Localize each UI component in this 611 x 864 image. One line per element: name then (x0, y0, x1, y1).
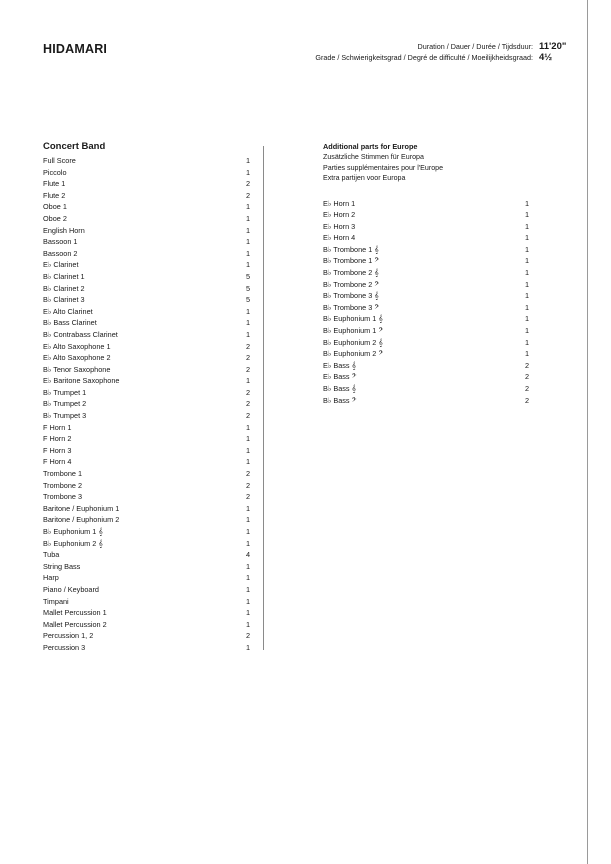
part-row (43, 201, 250, 213)
part-row (43, 607, 250, 619)
part-row (43, 584, 250, 596)
part-row (43, 514, 250, 526)
part-row (323, 244, 529, 256)
part-count: 1 (524, 221, 529, 231)
part-row (323, 290, 529, 302)
part-name: B♭ Tenor Saxophone (43, 364, 111, 374)
duration-value: 11'20" (539, 41, 567, 52)
part-count: 1 (524, 256, 529, 266)
part-count: 1 (524, 244, 529, 254)
part-row (323, 209, 529, 221)
part-count: 1 (245, 619, 250, 629)
part-name: Mallet Percussion 1 (43, 608, 107, 618)
part-row (43, 178, 250, 190)
part-name: B♭ Trombone 3 𝄞 (323, 291, 379, 301)
part-count: 1 (524, 291, 529, 301)
part-name: E♭ Alto Saxophone 1 (43, 341, 111, 351)
part-name: Bassoon 1 (43, 237, 78, 247)
part-row (323, 395, 529, 407)
part-name: Mallet Percussion 2 (43, 619, 107, 629)
part-count: 1 (524, 198, 529, 208)
part-row (323, 267, 529, 279)
part-name: B♭ Bass 𝄢 (323, 395, 357, 405)
part-count: 2 (524, 360, 529, 370)
part-count: 2 (245, 190, 250, 200)
part-name: B♭ Trombone 2 𝄞 (323, 268, 379, 278)
part-count: 1 (245, 608, 250, 618)
part-name: Oboe 1 (43, 202, 67, 212)
part-row (323, 221, 529, 233)
part-count: 1 (245, 156, 250, 165)
part-count: 1 (524, 279, 529, 289)
part-name: E♭ Horn 2 (323, 210, 356, 220)
part-name: E♭ Horn 1 (323, 198, 356, 208)
part-name: Trombone 3 (43, 492, 83, 502)
concert-band-heading: Concert Band (43, 141, 106, 152)
part-count: 1 (245, 225, 250, 235)
part-count: 4 (245, 550, 250, 560)
part-row (43, 619, 250, 631)
part-name: Flute 2 (43, 190, 66, 200)
part-count: 1 (245, 434, 250, 444)
part-count: 1 (245, 457, 250, 467)
part-name: F Horn 1 (43, 422, 72, 432)
part-row (43, 329, 250, 341)
part-count: 2 (245, 364, 250, 374)
part-name: B♭ Trombone 2 𝄢 (323, 279, 379, 289)
part-row (43, 248, 250, 260)
additional-parts-list (323, 198, 529, 407)
part-count: 1 (524, 314, 529, 324)
part-row (43, 271, 250, 283)
grade-value: 4½ (539, 52, 553, 63)
part-name: Full Score (43, 156, 76, 165)
piece-title: HIDAMARI (43, 42, 108, 56)
part-row (323, 383, 529, 395)
part-count: 1 (245, 167, 250, 177)
part-row (43, 398, 250, 410)
column-divider (263, 146, 264, 650)
part-row (43, 167, 250, 179)
part-row (43, 526, 250, 538)
part-count: 2 (245, 179, 250, 189)
part-row (43, 375, 250, 387)
part-row (43, 410, 250, 422)
part-name: Flute 1 (43, 179, 66, 189)
part-count: 1 (245, 213, 250, 223)
part-count: 2 (245, 399, 250, 409)
part-name: B♭ Clarinet 2 (43, 283, 85, 293)
part-name: E♭ Bass 𝄞 (323, 360, 356, 370)
part-name: Harp (43, 573, 59, 583)
grade-label: Grade / Schwierigkeitsgrad / Degré de difficulté / Moeilijkheidsgraad: (315, 53, 533, 62)
part-count: 1 (245, 573, 250, 583)
part-row (43, 503, 250, 515)
part-count: 1 (245, 260, 250, 270)
part-name: E♭ Alto Clarinet (43, 306, 93, 316)
part-count: 1 (524, 349, 529, 359)
part-count: 1 (245, 596, 250, 606)
part-row (323, 313, 529, 325)
part-count: 1 (245, 515, 250, 525)
part-row (323, 302, 529, 314)
part-row (43, 306, 250, 318)
part-row (43, 283, 250, 295)
part-name: B♭ Clarinet 1 (43, 271, 85, 281)
part-count: 1 (524, 268, 529, 278)
part-count: 1 (245, 584, 250, 594)
part-row (43, 456, 250, 468)
part-count: 1 (524, 337, 529, 347)
part-name: B♭ Trumpet 2 (43, 399, 87, 409)
part-name: Oboe 2 (43, 213, 67, 223)
grade-row (315, 52, 571, 63)
part-row (43, 190, 250, 202)
part-count: 2 (524, 372, 529, 382)
part-name: E♭ Clarinet (43, 260, 79, 270)
part-name: Baritone / Euphonium 1 (43, 503, 120, 513)
part-count: 5 (245, 283, 250, 293)
part-count: 2 (245, 469, 250, 479)
part-row (43, 155, 250, 167)
part-name: B♭ Trombone 1 𝄞 (323, 244, 379, 254)
part-name: Percussion 3 (43, 642, 86, 652)
part-name: Timpani (43, 596, 69, 606)
part-count: 2 (245, 480, 250, 490)
part-row (323, 371, 529, 383)
part-count: 1 (245, 248, 250, 258)
part-name: B♭ Bass 𝄞 (323, 384, 356, 393)
part-count: 2 (245, 631, 250, 641)
additional-parts-section (323, 141, 529, 406)
part-count: 1 (245, 329, 250, 339)
part-name: Percussion 1, 2 (43, 631, 94, 641)
part-count: 1 (245, 318, 250, 328)
part-name: B♭ Clarinet 3 (43, 295, 85, 305)
part-row (43, 538, 250, 550)
part-name: Bassoon 2 (43, 248, 78, 258)
part-row (43, 259, 250, 271)
part-row (323, 232, 529, 244)
part-count: 2 (524, 384, 529, 393)
part-name: E♭ Alto Saxophone 2 (43, 353, 111, 363)
duration-label: Duration / Dauer / Durée / Tijdsduur: (417, 42, 533, 51)
additional-parts-subheading-fr: Parties supplémentaires pour l'Europe (323, 163, 444, 172)
concert-band-parts-list (43, 155, 250, 654)
part-name: English Horn (43, 225, 85, 235)
part-name: B♭ Trumpet 3 (43, 411, 87, 421)
part-count: 1 (245, 202, 250, 212)
part-row (43, 445, 250, 457)
part-count: 1 (245, 642, 250, 652)
part-name: B♭ Euphonium 2 𝄢 (323, 349, 384, 359)
part-count: 1 (524, 210, 529, 220)
part-row (323, 325, 529, 337)
part-row (43, 433, 250, 445)
part-name: B♭ Trombone 3 𝄢 (323, 302, 379, 312)
part-row (43, 352, 250, 364)
part-row (43, 387, 250, 399)
part-count: 2 (245, 387, 250, 397)
part-name: Piano / Keyboard (43, 584, 99, 594)
part-row (43, 549, 250, 561)
part-name: Baritone / Euphonium 2 (43, 515, 120, 525)
additional-parts-subheading-nl: Extra partijen voor Europa (323, 174, 406, 182)
part-row (323, 348, 529, 360)
part-row (43, 341, 250, 353)
part-count: 1 (245, 422, 250, 432)
part-name: B♭ Bass Clarinet (43, 318, 97, 328)
part-name: F Horn 4 (43, 457, 72, 467)
part-name: Trombone 2 (43, 480, 83, 490)
part-count: 5 (245, 295, 250, 305)
part-row (43, 225, 250, 237)
part-row (43, 491, 250, 503)
part-row (43, 213, 250, 225)
part-name: B♭ Euphonium 2 𝄞 (323, 337, 383, 347)
part-count: 1 (245, 538, 250, 548)
part-name: B♭ Contrabass Clarinet (43, 329, 118, 339)
part-name: E♭ Horn 3 (323, 221, 356, 231)
part-count: 1 (245, 561, 250, 571)
part-row (43, 468, 250, 480)
part-count: 2 (245, 411, 250, 421)
part-name: F Horn 3 (43, 445, 72, 455)
part-count: 2 (524, 395, 529, 405)
part-count: 2 (245, 341, 250, 351)
part-row (323, 255, 529, 267)
part-row (43, 630, 250, 642)
part-name: E♭ Bass 𝄢 (323, 372, 357, 382)
part-row (43, 572, 250, 584)
part-count: 1 (524, 302, 529, 312)
page-edge-line (587, 0, 588, 864)
part-count: 5 (245, 271, 250, 281)
part-count: 1 (245, 237, 250, 247)
duration-row (418, 41, 571, 52)
part-count: 1 (524, 233, 529, 243)
part-count: 2 (245, 353, 250, 363)
part-name: E♭ Horn 4 (323, 233, 356, 243)
part-name: B♭ Trombone 1 𝄢 (323, 256, 379, 266)
part-name: B♭ Trumpet 1 (43, 387, 87, 397)
part-count: 1 (245, 376, 250, 386)
part-row (323, 198, 529, 210)
part-row (43, 642, 250, 654)
part-count: 1 (245, 306, 250, 316)
part-name: Trombone 1 (43, 469, 83, 479)
part-name: Tuba (43, 550, 60, 560)
additional-parts-heading: Additional parts for Europe (323, 142, 418, 151)
part-row (43, 422, 250, 434)
part-row (43, 596, 250, 608)
part-name: String Bass (43, 561, 81, 571)
part-name: Piccolo (43, 167, 67, 177)
part-count: 1 (524, 326, 529, 336)
part-name: B♭ Euphonium 1 𝄞 (43, 527, 103, 536)
part-name: E♭ Baritone Saxophone (43, 376, 120, 386)
part-count: 1 (245, 527, 250, 536)
part-row (43, 561, 250, 573)
part-name: B♭ Euphonium 1 𝄢 (323, 326, 384, 336)
part-row (323, 360, 529, 372)
part-row (323, 337, 529, 349)
part-count: 2 (245, 492, 250, 502)
part-name: F Horn 2 (43, 434, 72, 444)
part-row (43, 236, 250, 248)
part-row (43, 480, 250, 492)
part-count: 1 (245, 445, 250, 455)
part-name: B♭ Euphonium 1 𝄞 (323, 314, 383, 324)
concert-band-section (43, 141, 250, 654)
part-row (43, 364, 250, 376)
part-name: B♭ Euphonium 2 𝄞 (43, 538, 103, 548)
part-count: 1 (245, 503, 250, 513)
additional-parts-subheading-de: Zusätzliche Stimmen für Europa (323, 153, 424, 161)
part-row (43, 294, 250, 306)
part-row (323, 279, 529, 291)
part-row (43, 317, 250, 329)
